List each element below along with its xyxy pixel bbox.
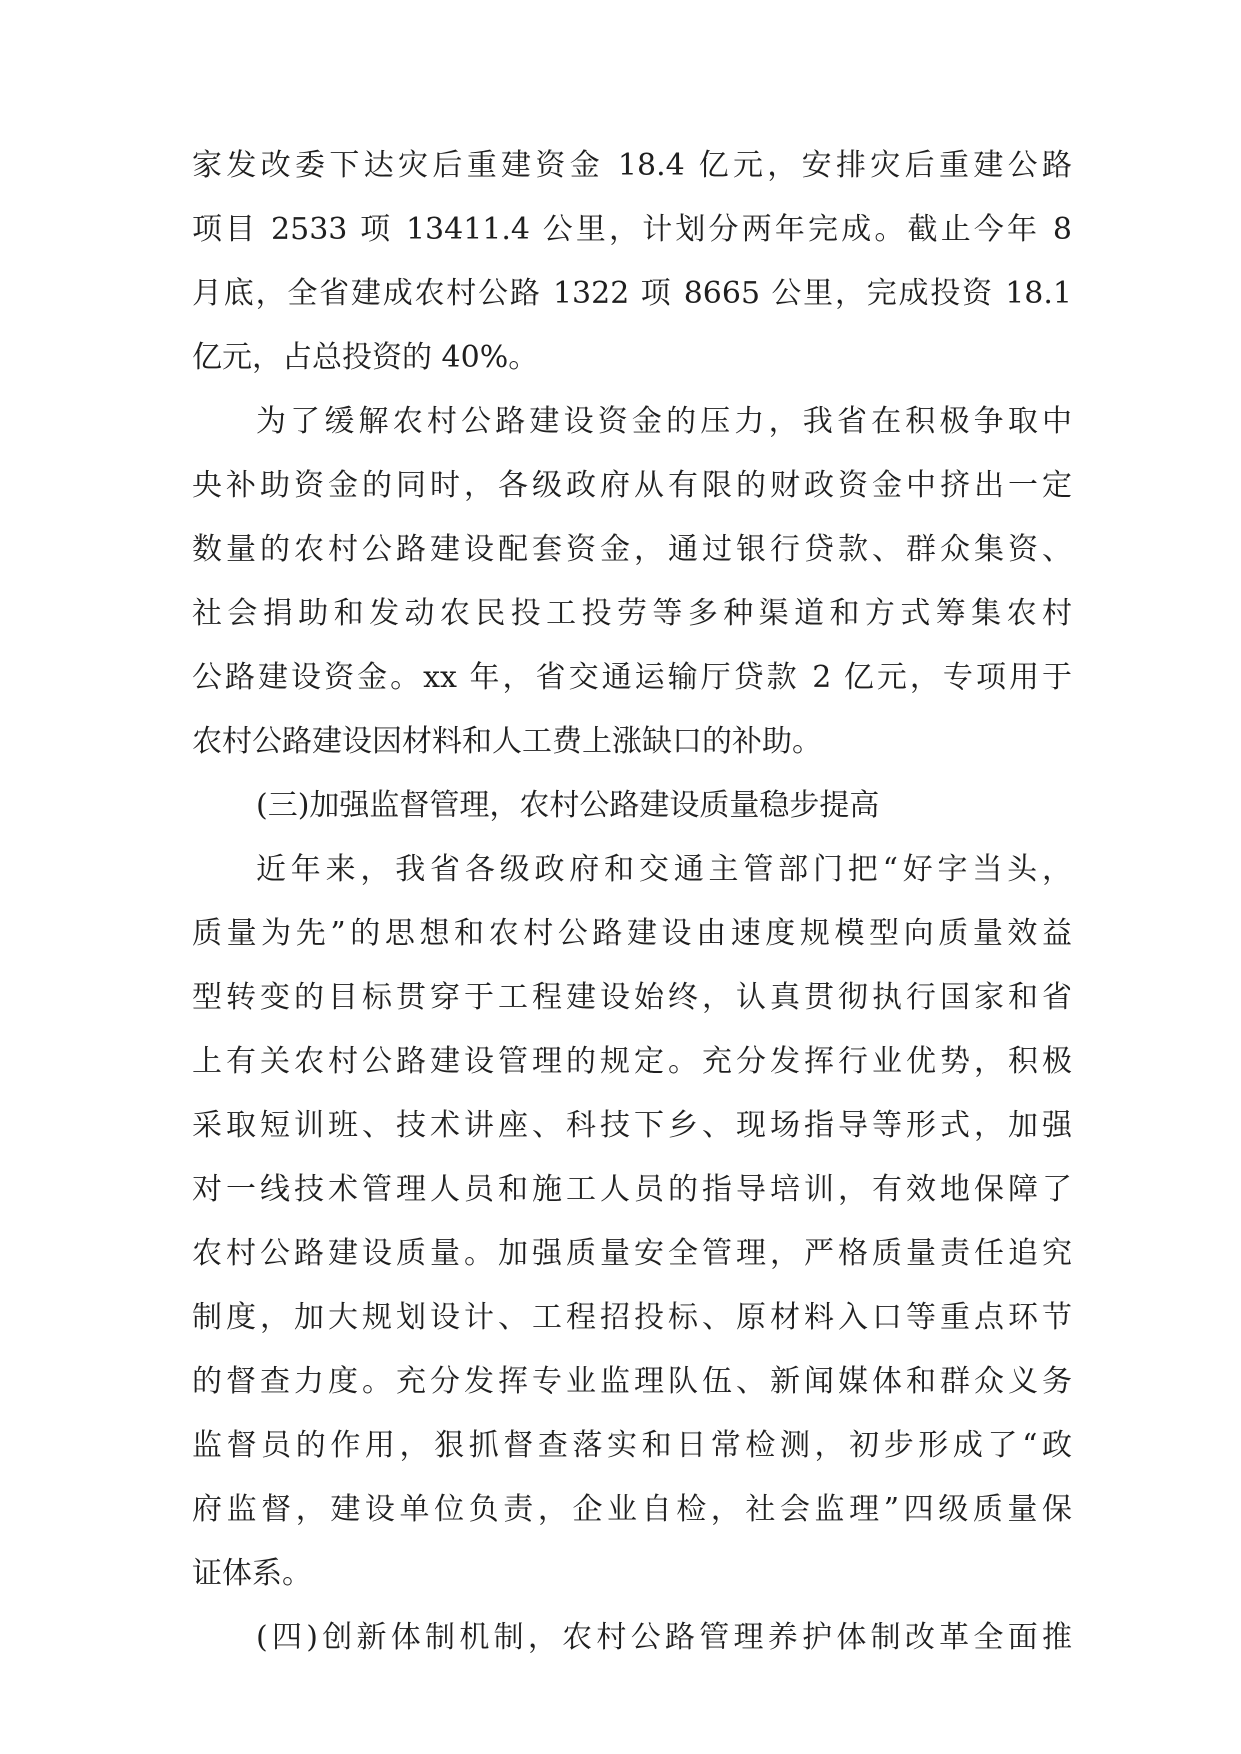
paragraph-line: 项目 2533 项 13411.4 公里，计划分两年完成。截止今年 8 [192,212,1072,247]
paragraph-line: 的督查力度。充分发挥专业监理队伍、新闻媒体和群众义务 [192,1364,1072,1399]
paragraph-line: 对一线技术管理人员和施工人员的指导培训，有效地保障了 [192,1172,1072,1207]
paragraph-line: 采取短训班、技术讲座、科技下乡、现场指导等形式，加强 [192,1108,1072,1143]
paragraph-line: 上有关农村公路建设管理的规定。充分发挥行业优势，积极 [192,1044,1072,1079]
paragraph-line: 型转变的目标贯穿于工程建设始终，认真贯彻执行国家和省 [192,980,1072,1015]
paragraph-line: 质量为先”的思想和农村公路建设由速度规模型向质量效益 [192,916,1072,951]
paragraph-line: 央补助资金的同时，各级政府从有限的财政资金中挤出一定 [192,468,1072,503]
paragraph-line: 近年来，我省各级政府和交通主管部门把“好字当头， [256,852,1072,887]
paragraph-line: 府监督，建设单位负责，企业自检，社会监理”四级质量保 [192,1492,1072,1527]
paragraph-line: 制度，加大规划设计、工程招投标、原材料入口等重点环节 [192,1300,1072,1335]
section-heading: (三)加强监督管理，农村公路建设质量稳步提高 [256,788,880,823]
paragraph-line: 家发改委下达灾后重建资金 18.4 亿元，安排灾后重建公路 [192,148,1072,183]
paragraph-line: 监督员的作用，狠抓督查落实和日常检测，初步形成了“政 [192,1428,1072,1463]
section-heading: (四)创新体制机制，农村公路管理养护体制改革全面推 [256,1620,1072,1655]
paragraph-line: 为了缓解农村公路建设资金的压力，我省在积极争取中 [256,404,1072,439]
paragraph-line: 证体系。 [192,1556,312,1591]
paragraph-line: 社会捐助和发动农民投工投劳等多种渠道和方式筹集农村 [192,596,1072,631]
paragraph-line: 公路建设资金。xx 年，省交通运输厅贷款 2 亿元，专项用于 [192,660,1072,695]
paragraph-line: 数量的农村公路建设配套资金，通过银行贷款、群众集资、 [192,532,1072,567]
paragraph-line: 亿元，占总投资的 40%。 [192,340,539,375]
paragraph-line: 月底，全省建成农村公路 1322 项 8665 公里，完成投资 18.1 [192,276,1072,311]
paragraph-line: 农村公路建设因材料和人工费上涨缺口的补助。 [192,724,822,759]
paragraph-line: 农村公路建设质量。加强质量安全管理，严格质量责任追究 [192,1236,1072,1271]
